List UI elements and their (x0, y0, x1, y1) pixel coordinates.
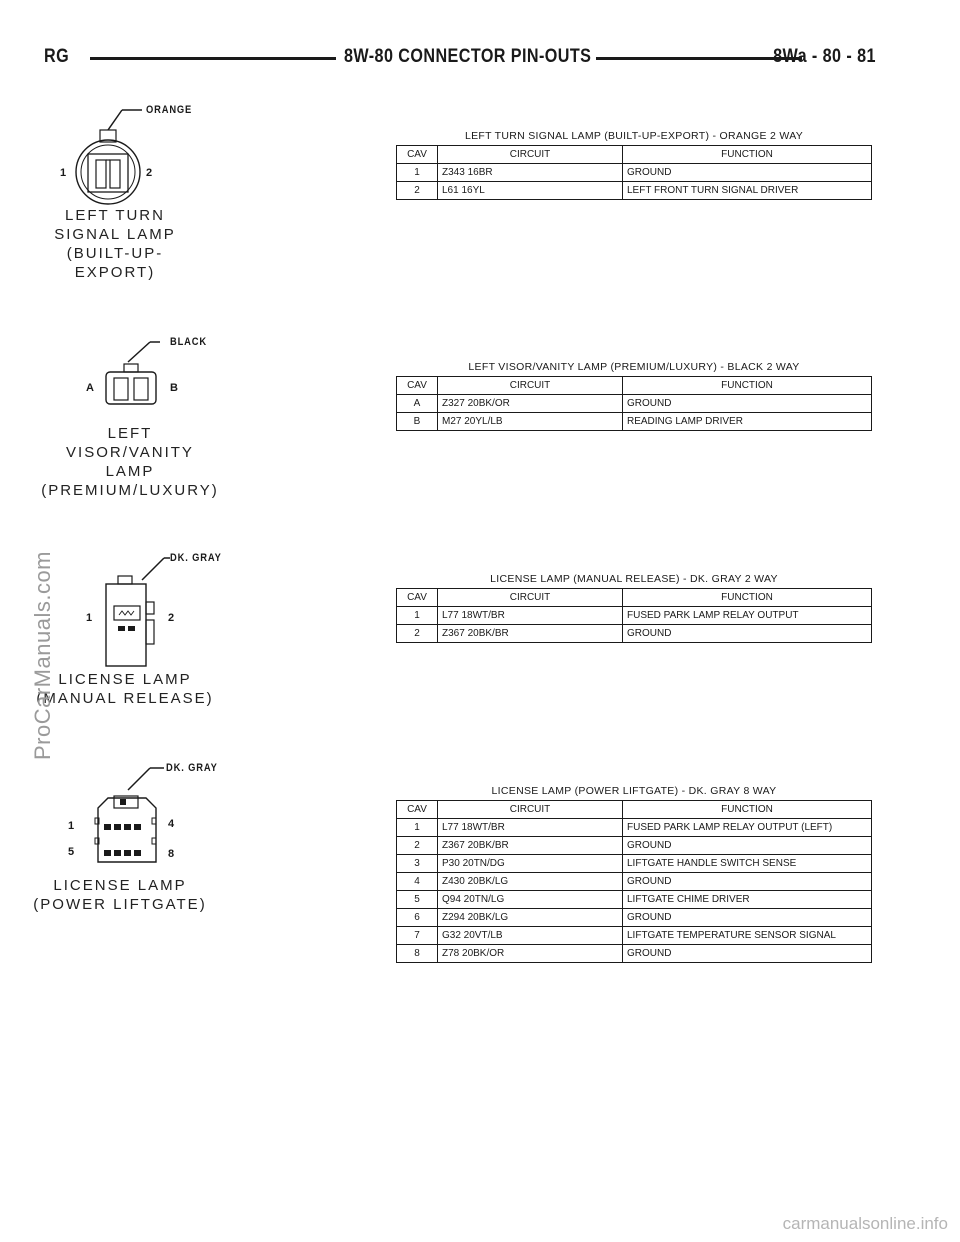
cell-cav: 1 (397, 164, 438, 182)
connector-diagram-left-turn (50, 100, 230, 290)
pin-label-2: 2 (146, 167, 153, 179)
table-row (397, 891, 872, 909)
connector-diagram-license-liftgate (33, 758, 240, 918)
pin-label-8: 8 (168, 848, 175, 860)
table-header-row (397, 801, 872, 819)
table-header-row (397, 589, 872, 607)
cell-circuit: Q94 20TN/LG (438, 891, 623, 909)
cell-function: GROUND (623, 837, 872, 855)
table-row (397, 909, 872, 927)
cell-circuit: Z367 20BK/BR (438, 837, 623, 855)
cell-cav: 5 (397, 891, 438, 909)
connector-color-tag: DK. GRAY (170, 552, 222, 564)
cell-cav: 2 (397, 625, 438, 643)
col-header-cav: CAV (397, 801, 438, 819)
table-title-visor: LEFT VISOR/VANITY LAMP (PREMIUM/LUXURY) - BLACK 2 WAY (468, 361, 800, 373)
cell-cav: 7 (397, 927, 438, 945)
cell-circuit: L61 16YL (438, 182, 623, 200)
table-row (397, 855, 872, 873)
cell-circuit: Z430 20BK/LG (438, 873, 623, 891)
cell-function: READING LAMP DRIVER (623, 413, 872, 431)
table-row (397, 819, 872, 837)
table-row (397, 413, 872, 431)
cell-function: LIFTGATE HANDLE SWITCH SENSE (623, 855, 872, 873)
connector-name-label: LEFT TURN SIGNAL LAMP (BUILT-UP- EXPORT) (54, 207, 176, 281)
col-header-circuit: CIRCUIT (438, 801, 623, 819)
col-header-function: FUNCTION (623, 377, 872, 395)
table-row (397, 837, 872, 855)
pin-label-1: 1 (60, 167, 67, 179)
connector-diagram-visor (40, 332, 240, 502)
cell-cav: B (397, 413, 438, 431)
cell-circuit: Z343 16BR (438, 164, 623, 182)
table-row (397, 164, 872, 182)
table-title-license-manual: LICENSE LAMP (MANUAL RELEASE) - DK. GRAY 2 WAY (490, 573, 778, 585)
cell-cav: 8 (397, 945, 438, 963)
pinout-table-license-manual (396, 588, 872, 643)
cell-cav: 2 (397, 182, 438, 200)
pin-label-a: A (86, 382, 94, 394)
table-row (397, 873, 872, 891)
cell-function: GROUND (623, 945, 872, 963)
cell-circuit: G32 20VT/LB (438, 927, 623, 945)
col-header-function: FUNCTION (623, 801, 872, 819)
header-title: 8W-80 CONNECTOR PIN-OUTS (344, 46, 592, 67)
header-rule-right (596, 57, 802, 60)
header-section-code: RG (44, 46, 70, 67)
cell-circuit: P30 20TN/DG (438, 855, 623, 873)
cell-cav: A (397, 395, 438, 413)
col-header-circuit: CIRCUIT (438, 146, 623, 164)
col-header-function: FUNCTION (623, 146, 872, 164)
page-header (44, 44, 876, 74)
col-header-cav: CAV (397, 146, 438, 164)
cell-function: LEFT FRONT TURN SIGNAL DRIVER (623, 182, 872, 200)
pin-label-4: 4 (168, 818, 175, 830)
table-row (397, 625, 872, 643)
pin-label-1: 1 (86, 612, 93, 624)
pin-label-b: B (170, 382, 178, 394)
cell-function: GROUND (623, 873, 872, 891)
cell-cav: 2 (397, 837, 438, 855)
cell-circuit: L77 18WT/BR (438, 819, 623, 837)
connector-color-tag: BLACK (170, 336, 207, 348)
pin-label-1: 1 (68, 820, 75, 832)
cell-circuit: M27 20YL/LB (438, 413, 623, 431)
cell-circuit: L77 18WT/BR (438, 607, 623, 625)
cell-function: GROUND (623, 909, 872, 927)
cell-circuit: Z367 20BK/BR (438, 625, 623, 643)
table-title-left-turn: LEFT TURN SIGNAL LAMP (BUILT-UP-EXPORT) - ORANGE 2 WAY (464, 130, 804, 142)
side-watermark: ProCarManuals.com (30, 550, 55, 760)
cell-cav: 1 (397, 607, 438, 625)
col-header-circuit: CIRCUIT (438, 589, 623, 607)
cell-function: FUSED PARK LAMP RELAY OUTPUT (623, 607, 872, 625)
cell-cav: 6 (397, 909, 438, 927)
cell-cav: 3 (397, 855, 438, 873)
table-title-license-liftgate: LICENSE LAMP (POWER LIFTGATE) - DK. GRAY 8 WAY (491, 785, 777, 797)
cell-function: GROUND (623, 164, 872, 182)
table-row (397, 182, 872, 200)
pin-label-2: 2 (168, 612, 175, 624)
cell-function: LIFTGATE TEMPERATURE SENSOR SIGNAL (623, 927, 872, 945)
pinout-table-left-turn (396, 145, 872, 200)
col-header-cav: CAV (397, 589, 438, 607)
connector-name-label: LEFT VISOR/VANITY LAMP (PREMIUM/LUXURY) (41, 425, 219, 499)
table-header-row (397, 146, 872, 164)
pin-label-5: 5 (68, 846, 75, 858)
connector-color-tag: DK. GRAY (166, 762, 218, 774)
cell-function: GROUND (623, 625, 872, 643)
table-row (397, 945, 872, 963)
cell-function: FUSED PARK LAMP RELAY OUTPUT (LEFT) (623, 819, 872, 837)
bottom-watermark: carmanualsonline.info (782, 1214, 948, 1233)
header-rule-left (90, 57, 336, 60)
cell-cav: 1 (397, 819, 438, 837)
col-header-circuit: CIRCUIT (438, 377, 623, 395)
connector-color-tag: ORANGE (146, 104, 193, 116)
table-row (397, 927, 872, 945)
cell-cav: 4 (397, 873, 438, 891)
table-row (397, 607, 872, 625)
connector-name-label: LICENSE LAMP (MANUAL RELEASE) (36, 671, 214, 707)
connector-name-label: LICENSE LAMP (POWER LIFTGATE) (33, 877, 207, 913)
pinout-table-license-liftgate (396, 800, 872, 963)
table-header-row (397, 377, 872, 395)
cell-circuit: Z294 20BK/LG (438, 909, 623, 927)
table-row (397, 395, 872, 413)
cell-function: GROUND (623, 395, 872, 413)
cell-circuit: Z327 20BK/OR (438, 395, 623, 413)
cell-circuit: Z78 20BK/OR (438, 945, 623, 963)
header-page-number: 8Wa - 80 - 81 (773, 46, 876, 67)
pinout-table-visor (396, 376, 872, 431)
col-header-function: FUNCTION (623, 589, 872, 607)
cell-function: LIFTGATE CHIME DRIVER (623, 891, 872, 909)
col-header-cav: CAV (397, 377, 438, 395)
